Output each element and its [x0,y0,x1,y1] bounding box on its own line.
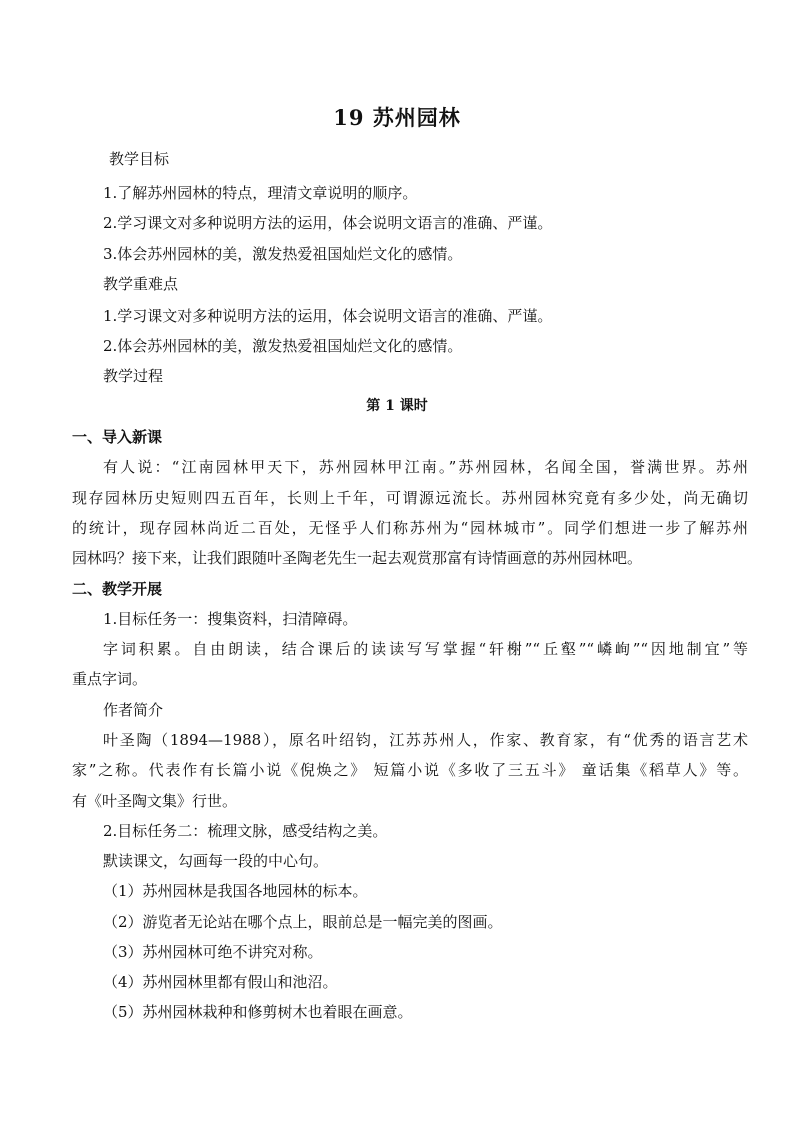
central-sentence-item: （3）苏州园林可绝不讲究对称。 [103,943,323,961]
central-sentence-item: （4）苏州园林里都有假山和池沼。 [103,973,338,991]
central-sentence-item: （2）游览者无论站在哪个点上，眼前总是一幅完美的图画。 [103,913,503,931]
task-one: 1.目标任务一：搜集资料，扫清障碍。 [103,610,358,628]
key-point-item: 2.体会苏州园林的美，激发热爱祖国灿烂文化的感情。 [103,337,463,355]
page-title: 19 苏州园林 [333,105,461,130]
vocab-paragraph-line: 重点字词。 [72,670,148,688]
vocab-paragraph-line: 字词积累。自由朗读，结合课后的读读写写掌握“轩榭”“丘壑”“嶙峋”“因地制宜”等 [103,640,748,658]
central-sentence-item: （5）苏州园林栽种和修剪树木也着眼在画意。 [103,1003,413,1021]
author-paragraph-line: 叶圣陶（1894—1988），原名叶绍钧，江苏苏州人，作家、教育家，有“优秀的语言艺术 [103,731,748,749]
read-instruction: 默读课文，勾画每一段的中心句。 [103,852,329,870]
part1-heading: 一、导入新课 [72,428,163,446]
author-paragraph-line: 家”之称。代表作有长篇小说《倪焕之》 短篇小说《多收了三五斗》 童话集《稻草人》等。 [72,761,748,779]
intro-paragraph-line: 园林吗？接下来，让我们跟随叶圣陶老先生一起去观赏那富有诗情画意的苏州园林吧。 [72,549,643,567]
intro-paragraph-line: 有人说：“江南园林甲天下，苏州园林甲江南。”苏州园林，名闻全国，誉满世界。苏州 [103,458,748,476]
central-sentence-item: （1）苏州园林是我国各地园林的标本。 [103,882,368,900]
goal-item: 1.了解苏州园林的特点，理清文章说明的顺序。 [103,184,418,202]
lesson-label: 第 1 课时 [366,398,428,414]
author-heading: 作者简介 [103,701,164,719]
intro-paragraph-line: 的统计，现存园林尚近二百处，无怪乎人们称苏州为“园林城市”。同学们想进一步了解苏州 [72,519,748,537]
goals-heading: 教学目标 [109,150,170,168]
key-point-item: 1.学习课文对多种说明方法的运用，体会说明文语言的准确、严谨。 [103,307,553,325]
author-paragraph-line: 有《叶圣陶文集》行世。 [72,792,238,810]
process-heading: 教学过程 [103,367,164,385]
intro-paragraph-line: 现存园林历史短则四五百年，长则上千年，可谓源远流长。苏州园林究竟有多少处，尚无确切 [72,489,748,507]
part2-heading: 二、教学开展 [72,580,163,598]
task-two: 2.目标任务二：梳理文脉，感受结构之美。 [103,822,388,840]
key-points-heading: 教学重难点 [103,275,179,293]
goal-item: 3.体会苏州园林的美，激发热爱祖国灿烂文化的感情。 [103,245,463,263]
goal-item: 2.学习课文对多种说明方法的运用，体会说明文语言的准确、严谨。 [103,214,553,232]
